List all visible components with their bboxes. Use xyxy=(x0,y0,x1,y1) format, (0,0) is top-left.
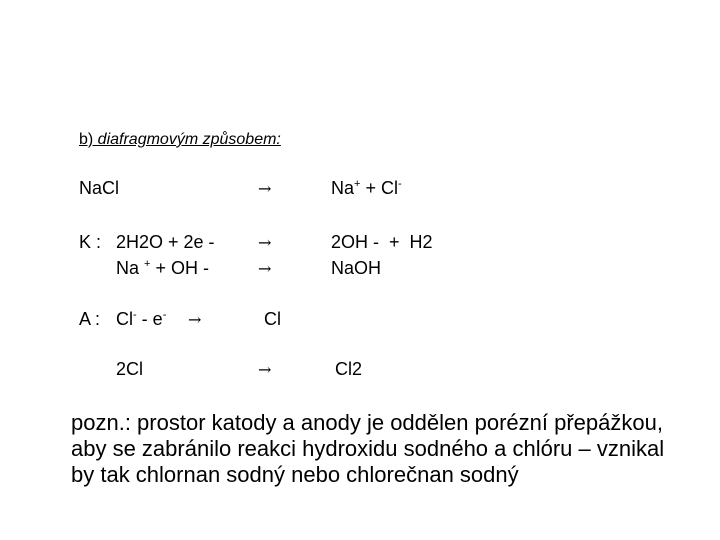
cathode-eq1-arrow: → xyxy=(258,233,272,252)
cathode-eq2-right: NaOH xyxy=(331,258,382,278)
cathode-eq1-left: 2H2O + 2e - xyxy=(116,232,215,252)
anode-label: A : xyxy=(79,309,101,329)
anode-eq1-right: Cl xyxy=(264,309,281,329)
cathode-eq1-right: 2OH - + H2 xyxy=(331,232,433,252)
anode-eq1-arrow: → xyxy=(188,310,202,329)
section-heading xyxy=(79,132,281,148)
anode-eq1-left: Cl- - e- xyxy=(116,309,167,329)
anode-eq2-arrow: → xyxy=(258,360,272,379)
charge-plus: + xyxy=(144,258,151,270)
cathode-eq2-arrow: → xyxy=(258,259,272,278)
charge-minus: - xyxy=(397,178,402,190)
anode-eq2-right: Cl2 xyxy=(335,359,363,379)
dissociation-left: NaCl xyxy=(79,178,120,198)
cathode-eq2-left: Na + + OH - xyxy=(116,258,209,278)
heading-prefix: b) xyxy=(79,131,98,148)
charge-plus: + xyxy=(354,178,361,190)
cathode-label: K : xyxy=(79,232,102,252)
heading-title: diafragmovým způsobem: xyxy=(97,131,281,148)
anode-eq2-left: 2Cl xyxy=(116,359,144,379)
charge-minus: - xyxy=(162,309,167,321)
dissociation-right: Na+ + Cl- xyxy=(331,178,402,198)
dissociation-arrow: → xyxy=(258,179,272,198)
charge-minus: - xyxy=(133,309,137,321)
note-paragraph: pozn.: prostor katody a anody je oddělen porézní přepážkou, aby se zabránilo reakci hydroxidu sodného a chlóru – vznikal by tak chlornan sodný nebo chlorečnan sodný xyxy=(71,410,665,487)
